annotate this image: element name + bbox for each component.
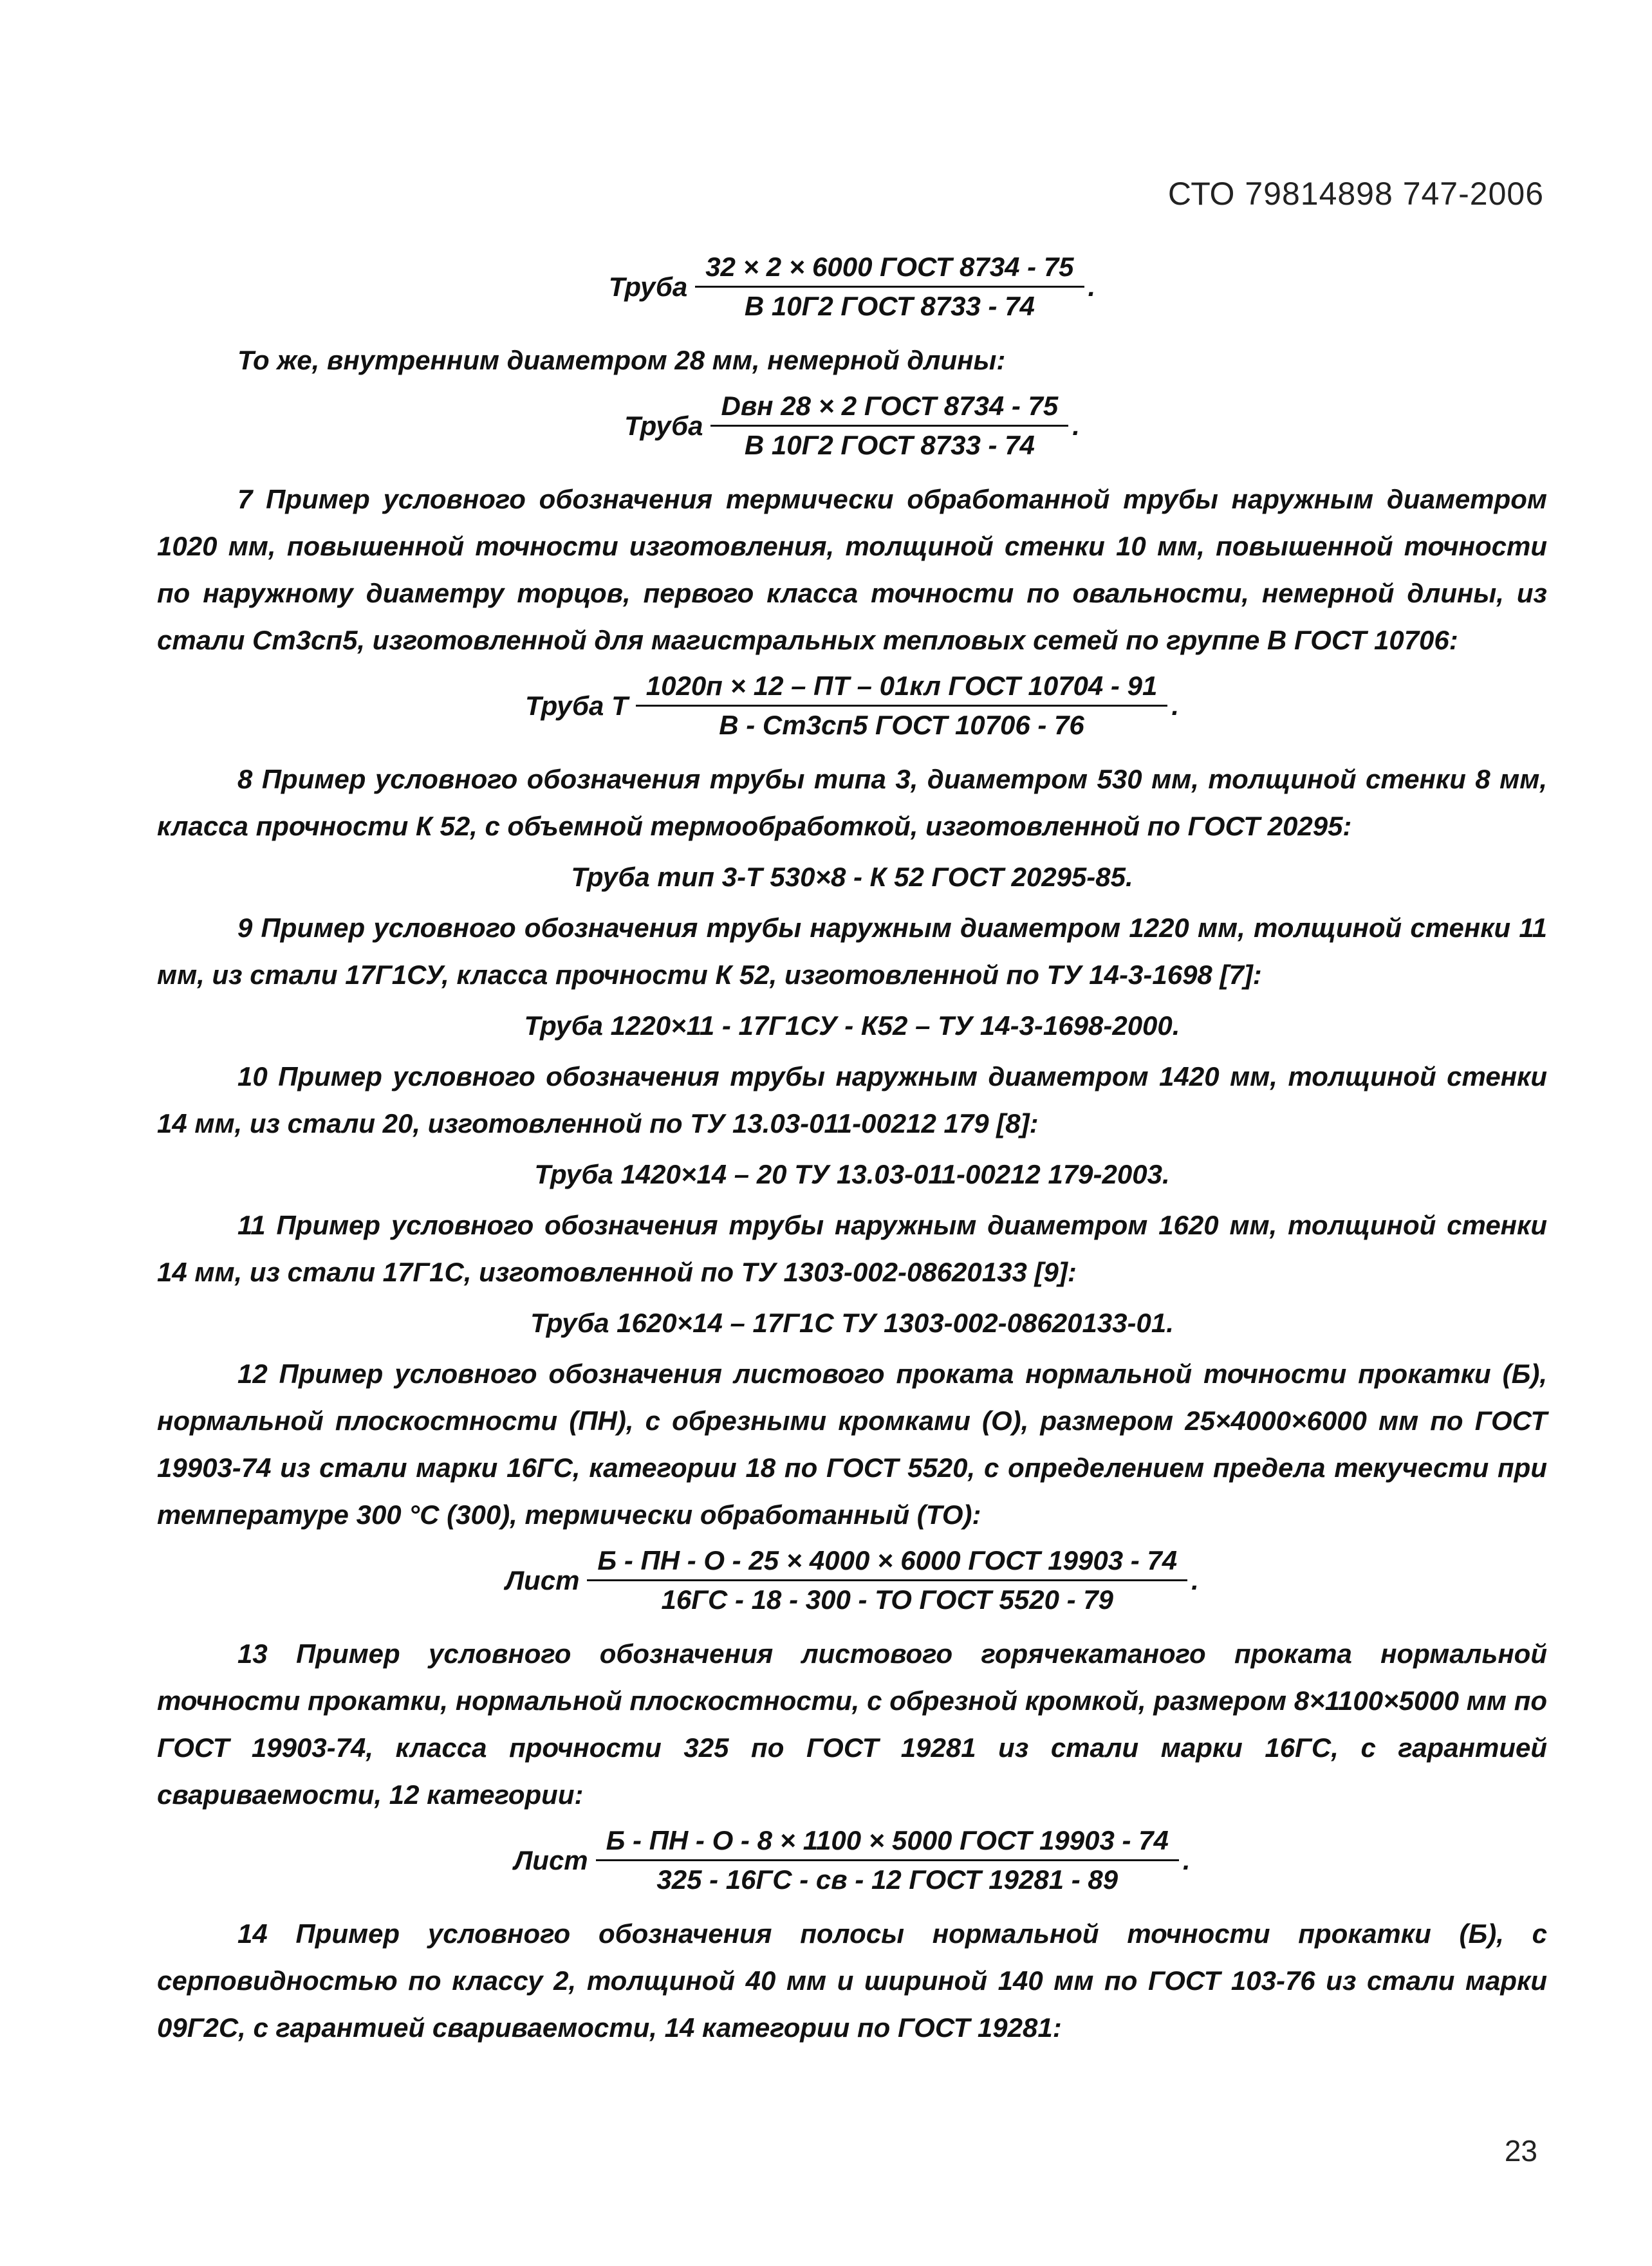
formula-pipe-1 bbox=[157, 251, 1547, 322]
fraction bbox=[710, 390, 1068, 461]
paragraph-example-12: 12 Пример условного обозначения листового проката нормальной точности прокатки (Б), нормальной плоскостности (ПН), с обрезными кромками (О), размером 25×4000×6000 мм по ГОСТ 19903-74 из стали марки 16ГС, категории 18 по ГОСТ 5520, с определением предела текучести при температуре 300 °С (300), термически обработанный (ТО): bbox=[157, 1359, 1547, 1530]
paragraph-same-inner-diameter: То же, внутренним диаметром 28 мм, немерной длины: bbox=[237, 345, 1006, 375]
paragraph-example-14: 14 Пример условного обозначения полосы нормальной точности прокатки (Б), с серповидностью по классу 2, толщиной 40 мм и шириной 140 мм по ГОСТ 103-76 из стали марки 09Г2С, с гарантией свариваемости, 14 категории по ГОСТ 19281: bbox=[157, 1918, 1547, 2043]
designation-example-9: Труба 1220×11 - 17Г1СУ - К52 – ТУ 14-3-1698-2000. bbox=[524, 1010, 1180, 1041]
formula-name: Труба bbox=[624, 410, 703, 441]
fraction bbox=[695, 251, 1084, 322]
paragraph-example-11: 11 Пример условного обозначения трубы наружным диаметром 1620 мм, толщиной стенки 14 мм, из стали 17Г1С, изготовленной по ТУ 1303-002-08620133 [9]: bbox=[157, 1210, 1547, 1287]
fraction-denominator: В - Ст3сп5 ГОСТ 10706 - 76 bbox=[719, 710, 1084, 740]
fraction-numerator: Б - ПН - О - 8 × 1100 × 5000 ГОСТ 19903 - 74 bbox=[596, 1825, 1179, 1861]
fraction bbox=[596, 1825, 1179, 1896]
page-content bbox=[157, 245, 1547, 2055]
document-code-header: СТО 79814898 747-2006 bbox=[1167, 176, 1544, 212]
formula-end: . bbox=[1182, 1844, 1191, 1875]
fraction-denominator: В 10Г2 ГОСТ 8733 - 74 bbox=[744, 430, 1035, 460]
formula-sheet-2 bbox=[157, 1825, 1547, 1896]
paragraph-example-9: 9 Пример условного обозначения трубы наружным диаметром 1220 мм, толщиной стенки 11 мм, из стали 17Г1СУ, класса прочности К 52, изготовленной по ТУ 14-3-1698 [7]: bbox=[157, 913, 1547, 990]
formula-end: . bbox=[1088, 271, 1096, 302]
fraction-numerator: Dвн 28 × 2 ГОСТ 8734 - 75 bbox=[710, 390, 1068, 427]
formula-name: Лист bbox=[505, 1565, 580, 1595]
formula-name: Труба Т bbox=[525, 690, 628, 721]
fraction-denominator: В 10Г2 ГОСТ 8733 - 74 bbox=[744, 291, 1035, 321]
fraction-numerator: 1020п × 12 – ПТ – 01кл ГОСТ 10704 - 91 bbox=[636, 670, 1168, 707]
designation-example-10: Труба 1420×14 – 20 ТУ 13.03-011-00212 179-2003. bbox=[534, 1159, 1170, 1189]
formula-name: Труба bbox=[608, 271, 688, 302]
paragraph-example-10: 10 Пример условного обозначения трубы наружным диаметром 1420 мм, толщиной стенки 14 мм, из стали 20, изготовленной по ТУ 13.03-011-00212 179 [8]: bbox=[157, 1061, 1547, 1138]
fraction-denominator: 325 - 16ГС - св - 12 ГОСТ 19281 - 89 bbox=[656, 1864, 1118, 1895]
fraction-numerator: Б - ПН - О - 25 × 4000 × 6000 ГОСТ 19903 - 74 bbox=[587, 1545, 1187, 1581]
designation-example-8: Труба тип 3-Т 530×8 - К 52 ГОСТ 20295-85. bbox=[571, 862, 1133, 892]
formula-end: . bbox=[1171, 690, 1179, 721]
paragraph-example-7: 7 Пример условного обозначения термически обработанной трубы наружным диаметром 1020 мм, повышенной точности изготовления, толщиной стенки 10 мм, повышенной точности по наружному диаметру торцов, первого класса точности по овальности, немерной длины, из стали Ст3сп5, изготовленной для магистральных тепловых сетей по группе В ГОСТ 10706: bbox=[157, 484, 1547, 655]
page-number: 23 bbox=[1504, 2134, 1537, 2168]
fraction bbox=[587, 1545, 1187, 1616]
fraction-denominator: 16ГС - 18 - 300 - ТО ГОСТ 5520 - 79 bbox=[661, 1584, 1113, 1615]
formula-pipe-t bbox=[157, 670, 1547, 741]
paragraph-example-13: 13 Пример условного обозначения листового горячекатаного проката нормальной точности прокатки, нормальной плоскостности, с обрезной кромкой, размером 8×1100×5000 мм по ГОСТ 19903-74, класса прочности 325 по ГОСТ 19281 из стали марки 16ГС, с гарантией свариваемости, 12 категории: bbox=[157, 1639, 1547, 1810]
formula-sheet-1 bbox=[157, 1545, 1547, 1616]
fraction bbox=[636, 670, 1168, 741]
formula-name: Лист bbox=[514, 1844, 588, 1875]
formula-end: . bbox=[1072, 410, 1080, 441]
formula-end: . bbox=[1191, 1565, 1199, 1595]
fraction-numerator: 32 × 2 × 6000 ГОСТ 8734 - 75 bbox=[695, 251, 1084, 288]
paragraph-example-8: 8 Пример условного обозначения трубы типа 3, диаметром 530 мм, толщиной стенки 8 мм, класса прочности К 52, с объемной термообработкой, изготовленной по ГОСТ 20295: bbox=[157, 764, 1547, 841]
formula-pipe-2 bbox=[157, 390, 1547, 461]
designation-example-11: Труба 1620×14 – 17Г1С ТУ 1303-002-08620133-01. bbox=[530, 1308, 1174, 1338]
